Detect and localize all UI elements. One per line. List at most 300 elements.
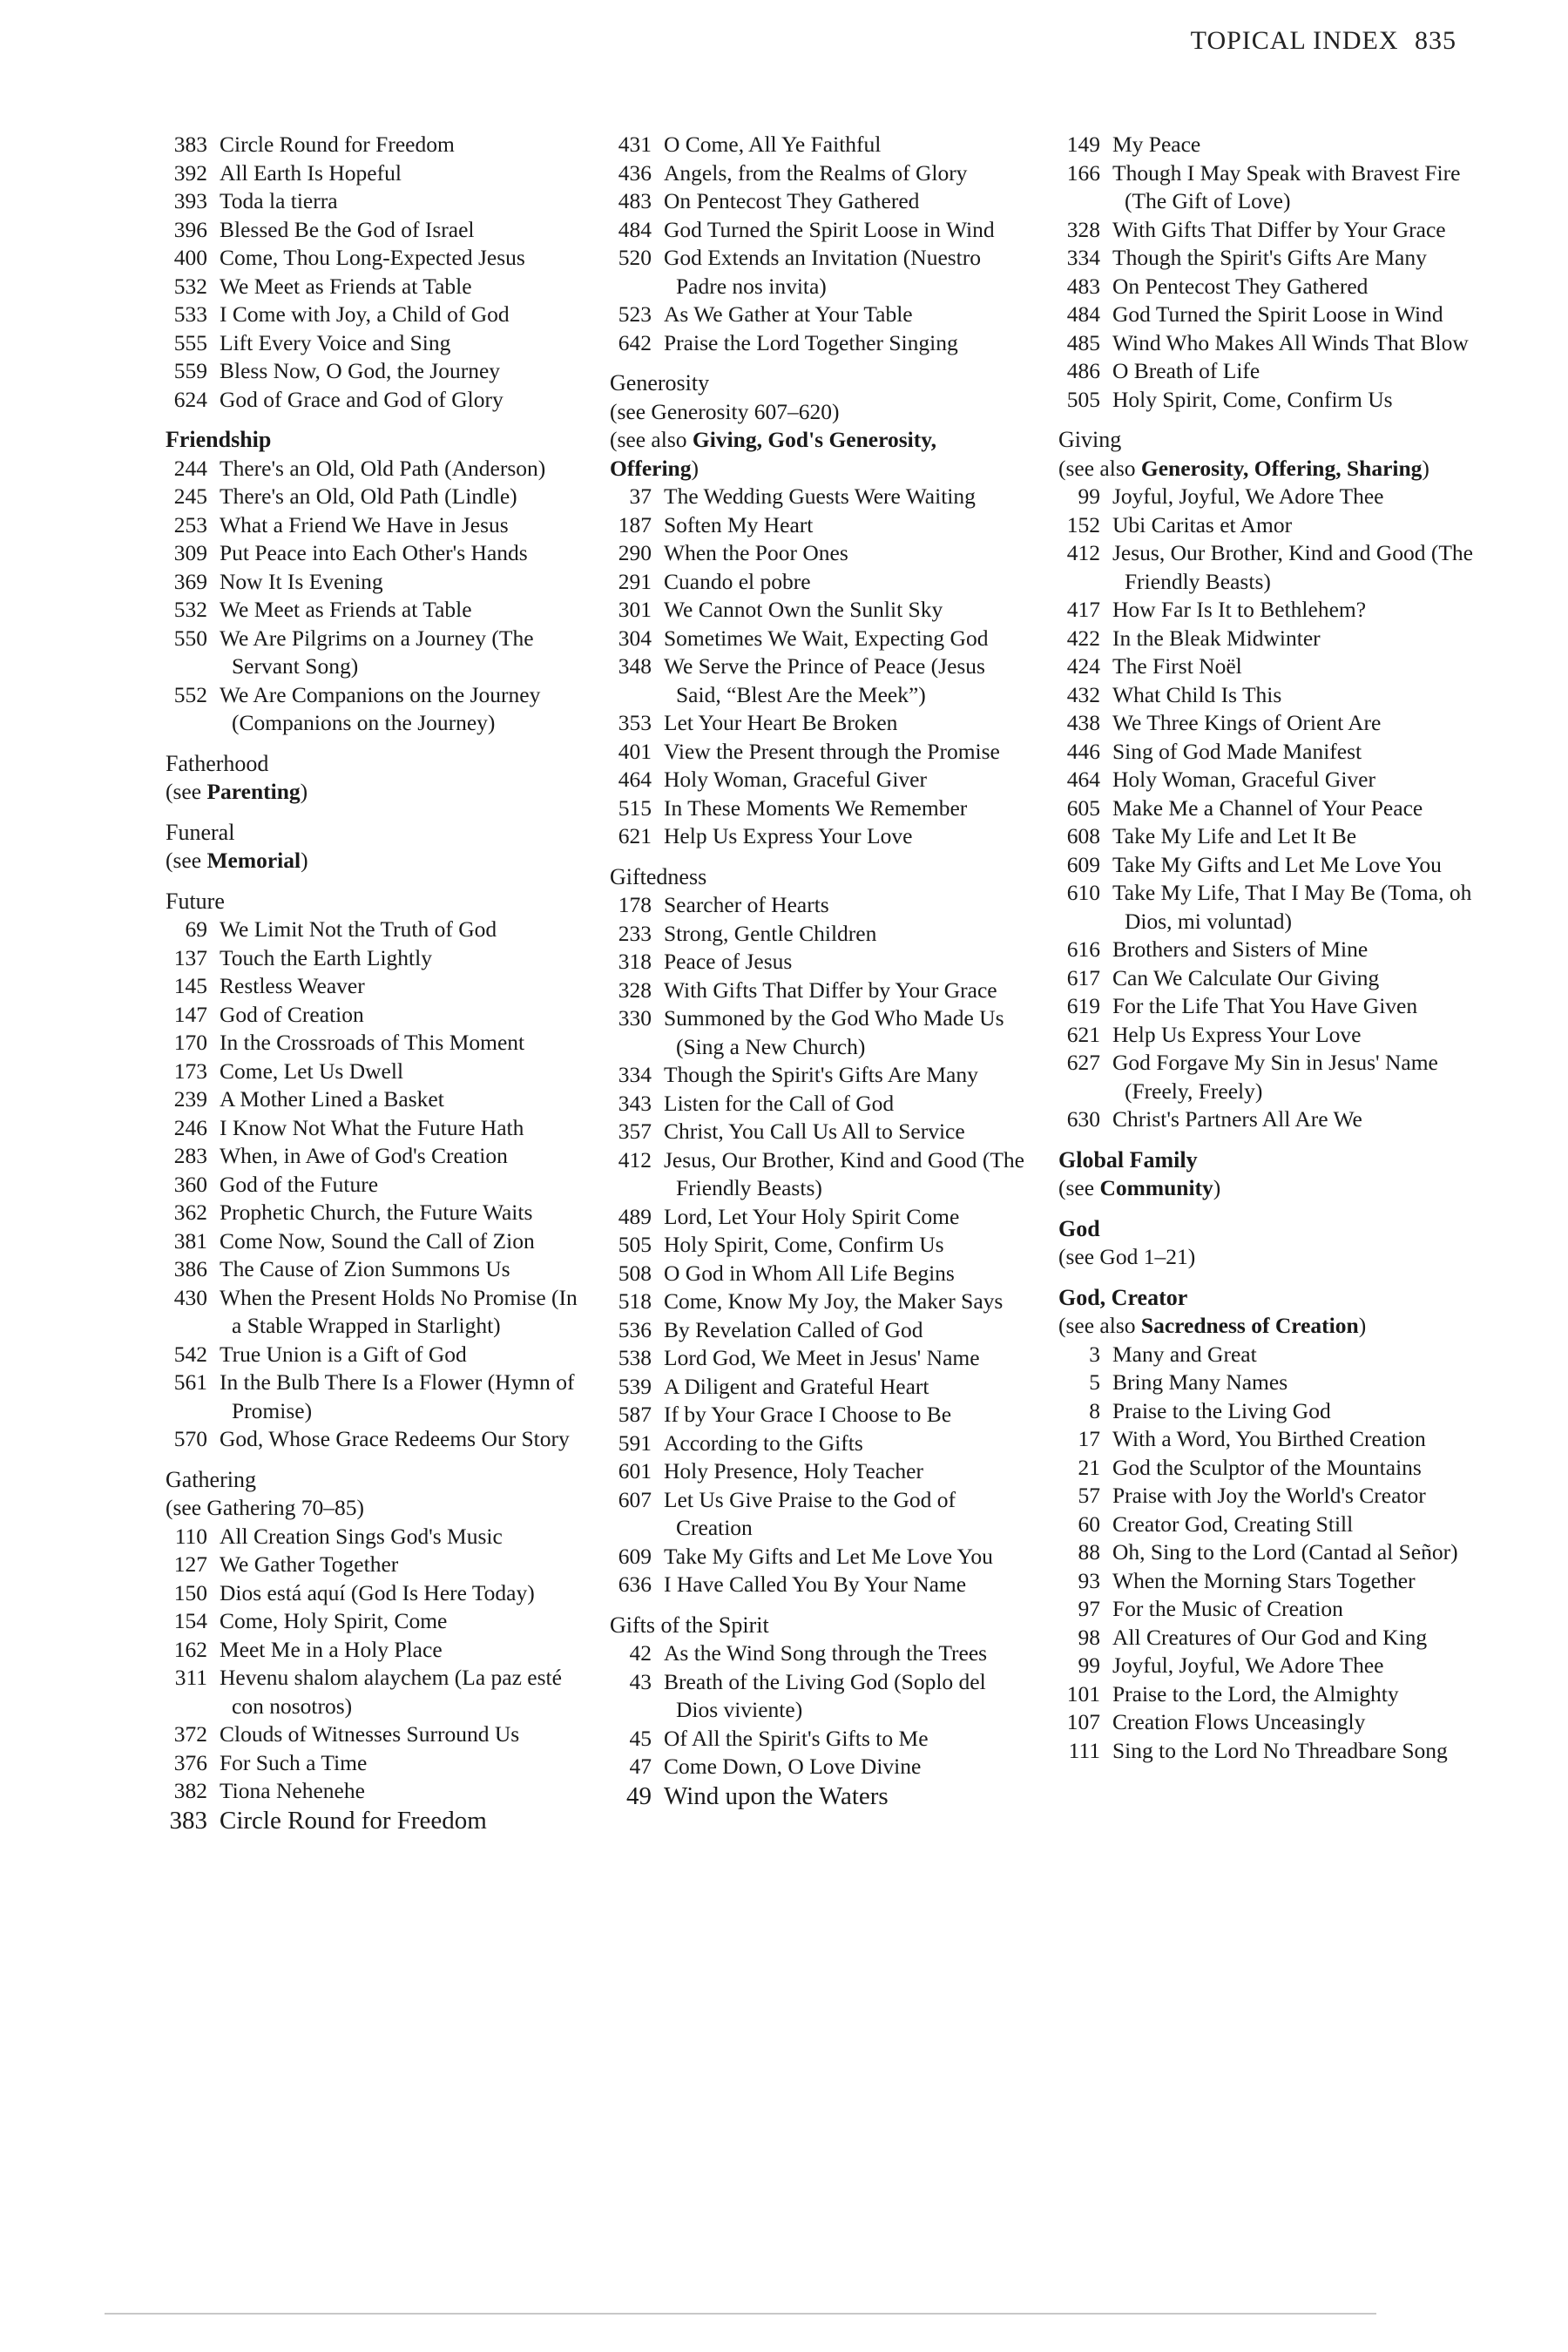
hymn-title: Circle Round for Freedom bbox=[220, 1806, 487, 1835]
index-entry bbox=[610, 652, 1028, 709]
hymn-number: 550 bbox=[173, 625, 207, 651]
topic-heading: Global Family bbox=[1058, 1146, 1198, 1173]
hymn-number: 49 bbox=[626, 1781, 652, 1810]
hymn-number: 642 bbox=[618, 329, 652, 355]
hymn-number: 57 bbox=[1078, 1483, 1100, 1508]
index-entry bbox=[166, 1085, 584, 1114]
hymn-number: 291 bbox=[618, 568, 652, 594]
index-entry bbox=[610, 1401, 1028, 1429]
index-entry bbox=[1058, 159, 1477, 216]
index-entry bbox=[610, 1753, 1028, 1781]
index-entry bbox=[610, 568, 1028, 597]
hymn-number: 616 bbox=[1066, 936, 1100, 962]
hymn-title: Put Peace into Each Other's Hands bbox=[220, 540, 528, 565]
index-entry bbox=[166, 244, 584, 273]
index-entry bbox=[610, 159, 1028, 188]
hymn-title: I Have Called You By Your Name bbox=[664, 1571, 967, 1597]
hymn-title: Lord, Let Your Holy Spirit Come bbox=[664, 1203, 960, 1229]
index-entry bbox=[1058, 1454, 1477, 1483]
index-entry bbox=[1058, 301, 1477, 329]
see-suffix: ) bbox=[1422, 455, 1429, 481]
hymn-title: With Gifts That Differ by Your Grace bbox=[664, 977, 997, 1003]
hymn-number: 246 bbox=[173, 1114, 207, 1140]
index-entry bbox=[166, 483, 584, 511]
index-entry bbox=[1058, 1021, 1477, 1050]
hymn-title: Touch the Earth Lightly bbox=[220, 944, 432, 970]
index-entry bbox=[1058, 1341, 1477, 1369]
hymn-number: 552 bbox=[173, 681, 207, 707]
hymn-title: In the Bulb There Is a Flower (Hymn of Promise) bbox=[220, 1369, 575, 1423]
index-entry bbox=[166, 1806, 584, 1835]
hymn-title: Bless Now, O God, the Journey bbox=[220, 358, 501, 383]
hymn-number: 432 bbox=[1066, 681, 1100, 707]
index-entry bbox=[166, 159, 584, 188]
index-entry bbox=[1058, 709, 1477, 738]
index-entry bbox=[1058, 1369, 1477, 1397]
hymn-title: Lord God, We Meet in Jesus' Name bbox=[664, 1345, 980, 1370]
hymn-title: Blessed Be the God of Israel bbox=[220, 216, 475, 242]
index-entry bbox=[166, 329, 584, 358]
hymn-title: Wind Who Makes All Winds That Blow bbox=[1112, 329, 1469, 355]
hymn-title: We Are Companions on the Journey (Companions on the Journey) bbox=[220, 681, 541, 735]
topic-heading: Gifts of the Spirit bbox=[610, 1612, 769, 1638]
hymn-title: According to the Gifts bbox=[664, 1429, 863, 1456]
index-entry bbox=[610, 187, 1028, 216]
see-suffix: ) bbox=[691, 455, 699, 481]
hymn-title: O Breath of Life bbox=[1112, 358, 1260, 383]
index-entry bbox=[1058, 131, 1477, 159]
hymn-title: A Diligent and Grateful Heart bbox=[664, 1373, 929, 1399]
hymn-title: Strong, Gentle Children bbox=[664, 920, 877, 946]
hymn-title: Summoned by the God Who Made Us (Sing a New Church) bbox=[664, 1005, 1004, 1059]
index-entry bbox=[610, 1288, 1028, 1316]
hymn-number: 484 bbox=[618, 216, 652, 242]
hymn-title: On Pentecost They Gathered bbox=[664, 188, 920, 213]
topic-heading: Future bbox=[166, 888, 225, 914]
hymn-number: 505 bbox=[618, 1232, 652, 1257]
hymn-number: 438 bbox=[1066, 710, 1100, 735]
hymn-title: Lift Every Voice and Sing bbox=[220, 329, 451, 355]
hymn-title: When the Poor Ones bbox=[664, 540, 848, 565]
hymn-title: The Wedding Guests Were Waiting bbox=[664, 483, 976, 509]
hymn-number: 630 bbox=[1066, 1106, 1100, 1132]
hymn-number: 523 bbox=[618, 301, 652, 327]
index-entry bbox=[610, 1457, 1028, 1486]
hymn-number: 334 bbox=[1066, 245, 1100, 270]
index-section bbox=[166, 131, 584, 414]
see-topic: Giving, God's Generosity, Offering bbox=[610, 427, 936, 481]
hymn-number: 187 bbox=[618, 511, 652, 537]
hymn-number: 239 bbox=[173, 1086, 207, 1112]
hymn-title: A Mother Lined a Basket bbox=[220, 1086, 444, 1112]
hymn-title: Cuando el pobre bbox=[664, 568, 811, 594]
see-topic: Community bbox=[1099, 1175, 1213, 1200]
hymn-title: Though the Spirit's Gifts Are Many bbox=[1112, 245, 1427, 270]
hymn-number: 627 bbox=[1066, 1050, 1100, 1075]
index-entry bbox=[166, 1607, 584, 1636]
hymn-number: 609 bbox=[618, 1543, 652, 1569]
see-reference bbox=[166, 1494, 584, 1523]
hymn-number: 542 bbox=[173, 1341, 207, 1367]
index-entry bbox=[1058, 386, 1477, 415]
index-entry bbox=[166, 972, 584, 1001]
index-section bbox=[166, 819, 584, 875]
see-topic: Parenting bbox=[206, 779, 301, 804]
see-prefix: (see God 1–21) bbox=[1058, 1244, 1196, 1269]
index-section bbox=[1058, 131, 1477, 414]
hymn-title: Soften My Heart bbox=[664, 511, 814, 537]
hymn-number: 619 bbox=[1066, 993, 1100, 1018]
hymn-number: 401 bbox=[618, 738, 652, 764]
hymn-number: 536 bbox=[618, 1316, 652, 1342]
index-entry bbox=[610, 709, 1028, 738]
index-entry bbox=[1058, 625, 1477, 653]
hymn-title: We Meet as Friends at Table bbox=[220, 273, 472, 299]
hymn-number: 99 bbox=[1078, 483, 1100, 509]
index-entry bbox=[610, 301, 1028, 329]
hymn-title: We Meet as Friends at Table bbox=[220, 597, 472, 622]
hymn-title: God Extends an Invitation (Nuestro Padre nos invita) bbox=[664, 245, 982, 299]
hymn-title: The Cause of Zion Summons Us bbox=[220, 1256, 510, 1281]
hymn-title: Take My Life and Let It Be bbox=[1112, 823, 1357, 848]
hymn-number: 304 bbox=[618, 625, 652, 651]
hymn-number: 624 bbox=[173, 386, 207, 412]
hymn-title: True Union is a Gift of God bbox=[220, 1341, 467, 1367]
index-entry bbox=[1058, 216, 1477, 245]
index-entry bbox=[166, 1425, 584, 1454]
hymn-number: 101 bbox=[1066, 1680, 1100, 1707]
topic-heading: God bbox=[1058, 1215, 1100, 1241]
hymn-number: 37 bbox=[629, 483, 652, 509]
index-entry bbox=[1058, 1708, 1477, 1737]
hymn-number: 43 bbox=[629, 1668, 652, 1694]
hymn-title: We Gather Together bbox=[220, 1551, 399, 1577]
see-prefix: (see bbox=[1058, 1175, 1100, 1200]
hymn-number: 334 bbox=[618, 1062, 652, 1087]
index-entry bbox=[610, 1373, 1028, 1402]
hymn-title: Come Now, Sound the Call of Zion bbox=[220, 1227, 535, 1254]
page-number: 835 bbox=[1415, 26, 1456, 55]
hymn-number: 60 bbox=[1078, 1511, 1100, 1537]
index-entry bbox=[1058, 851, 1477, 880]
bottom-rule bbox=[105, 2313, 1376, 2315]
hymn-title: There's an Old, Old Path (Lindle) bbox=[220, 483, 517, 509]
hymn-title: Sing of God Made Manifest bbox=[1112, 738, 1362, 764]
index-section bbox=[610, 369, 1028, 851]
index-entry bbox=[610, 483, 1028, 511]
hymn-title: God of Creation bbox=[220, 1001, 364, 1027]
see-suffix: ) bbox=[1213, 1175, 1221, 1200]
hymn-number: 5 bbox=[1089, 1369, 1100, 1395]
hymn-number: 147 bbox=[173, 1001, 207, 1027]
see-topic: Generosity, Offering, Sharing bbox=[1140, 455, 1423, 481]
hymn-number: 424 bbox=[1066, 653, 1100, 679]
index-entry bbox=[1058, 329, 1477, 358]
hymn-number: 636 bbox=[618, 1571, 652, 1597]
hymn-title: Peace of Jesus bbox=[664, 949, 793, 974]
hymn-title: Sometimes We Wait, Expecting God bbox=[664, 625, 989, 651]
hymn-number: 484 bbox=[1066, 301, 1100, 327]
index-entry bbox=[610, 948, 1028, 977]
hymn-number: 400 bbox=[173, 245, 207, 270]
index-entry bbox=[166, 1284, 584, 1341]
hymn-number: 464 bbox=[1066, 767, 1100, 792]
hymn-number: 47 bbox=[629, 1754, 652, 1779]
index-entry bbox=[166, 1551, 584, 1579]
see-reference bbox=[1058, 1312, 1477, 1341]
hymn-title: When, in Awe of God's Creation bbox=[220, 1143, 508, 1168]
index-entry bbox=[610, 766, 1028, 794]
index-entry bbox=[610, 920, 1028, 949]
hymn-title: When the Morning Stars Together bbox=[1112, 1567, 1416, 1593]
index-entry bbox=[1058, 1049, 1477, 1105]
hymn-title: We Three Kings of Orient Are bbox=[1112, 710, 1382, 735]
index-section bbox=[1058, 1284, 1477, 1766]
hymn-number: 381 bbox=[173, 1227, 207, 1254]
index-entry bbox=[1058, 1737, 1477, 1766]
hymn-title: O Come, All Ye Faithful bbox=[664, 132, 882, 157]
index-entry bbox=[610, 539, 1028, 568]
hymn-number: 430 bbox=[173, 1284, 207, 1310]
hymn-number: 170 bbox=[173, 1030, 207, 1055]
index-entry bbox=[1058, 539, 1477, 596]
hymn-title: Jesus, Our Brother, Kind and Good (The Friendly Beasts) bbox=[664, 1146, 1024, 1200]
hymn-number: 69 bbox=[185, 916, 207, 942]
hymn-number: 318 bbox=[618, 949, 652, 974]
hymn-title: Wind upon the Waters bbox=[664, 1781, 889, 1810]
index-entry bbox=[166, 1142, 584, 1171]
hymn-number: 309 bbox=[173, 540, 207, 565]
hymn-number: 110 bbox=[174, 1523, 207, 1549]
hymn-number: 607 bbox=[618, 1486, 652, 1512]
index-entry bbox=[166, 1114, 584, 1143]
hymn-number: 532 bbox=[173, 273, 207, 299]
see-reference bbox=[610, 426, 1028, 483]
index-entry bbox=[610, 794, 1028, 823]
hymn-number: 150 bbox=[173, 1579, 207, 1605]
hymn-title: Joyful, Joyful, We Adore Thee bbox=[1112, 1652, 1384, 1678]
index-entry bbox=[610, 891, 1028, 920]
index-entry bbox=[610, 1260, 1028, 1288]
index-entry bbox=[610, 1061, 1028, 1090]
index-entry bbox=[166, 681, 584, 738]
hymn-title: All Creatures of Our God and King bbox=[1112, 1624, 1428, 1650]
hymn-number: 283 bbox=[173, 1143, 207, 1168]
index-section bbox=[610, 131, 1028, 357]
hymn-title: Breath of the Living God (Soplo del Dios viviente) bbox=[664, 1668, 986, 1722]
hymn-number: 245 bbox=[173, 483, 207, 509]
hymn-number: 360 bbox=[173, 1171, 207, 1197]
hymn-number: 559 bbox=[173, 358, 207, 383]
index-entry bbox=[166, 1227, 584, 1256]
hymn-title: Restless Weaver bbox=[220, 973, 365, 998]
hymn-number: 617 bbox=[1066, 964, 1100, 990]
see-reference bbox=[1058, 1243, 1477, 1272]
topic-heading: Gathering bbox=[166, 1466, 256, 1492]
hymn-number: 555 bbox=[173, 329, 207, 355]
hymn-number: 21 bbox=[1078, 1454, 1100, 1480]
hymn-number: 328 bbox=[618, 977, 652, 1003]
index-entry bbox=[610, 1316, 1028, 1345]
hymn-title: Brothers and Sisters of Mine bbox=[1112, 936, 1369, 962]
hymn-number: 93 bbox=[1078, 1567, 1100, 1593]
index-entry bbox=[1058, 273, 1477, 301]
hymn-number: 591 bbox=[618, 1429, 652, 1456]
hymn-title: Come, Know My Joy, the Maker Says bbox=[664, 1288, 1004, 1314]
index-entry bbox=[610, 1429, 1028, 1458]
see-prefix: (see Generosity 607–620) bbox=[610, 398, 840, 424]
hymn-number: 301 bbox=[618, 597, 652, 622]
hymn-number: 42 bbox=[629, 1640, 652, 1666]
index-entry bbox=[610, 1203, 1028, 1232]
index-section bbox=[1058, 1215, 1477, 1272]
index-entry bbox=[1058, 964, 1477, 993]
hymn-number: 505 bbox=[1066, 386, 1100, 412]
hymn-title: In These Moments We Remember bbox=[664, 794, 968, 821]
hymn-title: Now It Is Evening bbox=[220, 568, 383, 594]
hymn-number: 353 bbox=[618, 710, 652, 735]
hymn-number: 253 bbox=[173, 511, 207, 537]
index-entry bbox=[610, 1344, 1028, 1373]
hymn-title: With a Word, You Birthed Creation bbox=[1112, 1426, 1426, 1451]
see-prefix: (see bbox=[166, 779, 207, 804]
index-entry bbox=[166, 539, 584, 568]
index-entry bbox=[166, 131, 584, 159]
index-entry bbox=[610, 1118, 1028, 1146]
hymn-number: 610 bbox=[1066, 880, 1100, 905]
hymn-number: 538 bbox=[618, 1345, 652, 1370]
hymn-number: 330 bbox=[618, 1005, 652, 1031]
hymn-title: Holy Spirit, Come, Confirm Us bbox=[1112, 386, 1393, 412]
hymn-title: For the Music of Creation bbox=[1112, 1596, 1343, 1621]
index-entry bbox=[1058, 992, 1477, 1021]
hymn-title: In the Bleak Midwinter bbox=[1112, 625, 1321, 651]
index-entry bbox=[1058, 1680, 1477, 1709]
hymn-number: 127 bbox=[173, 1551, 207, 1577]
topic-heading: Giftedness bbox=[610, 863, 707, 889]
index-entry bbox=[1058, 879, 1477, 936]
hymn-title: Let Your Heart Be Broken bbox=[664, 710, 898, 735]
hymn-number: 393 bbox=[173, 188, 207, 213]
hymn-title: In the Crossroads of This Moment bbox=[220, 1030, 525, 1055]
hymn-number: 446 bbox=[1066, 738, 1100, 764]
index-entry bbox=[166, 568, 584, 597]
see-reference bbox=[166, 847, 584, 875]
hymn-title: All Earth Is Hopeful bbox=[220, 159, 402, 186]
hymn-title: How Far Is It to Bethlehem? bbox=[1112, 597, 1367, 622]
hymn-title: On Pentecost They Gathered bbox=[1112, 273, 1369, 299]
topic-heading: God, Creator bbox=[1058, 1284, 1188, 1310]
index-entry bbox=[166, 187, 584, 216]
index-section bbox=[166, 426, 584, 738]
hymn-number: 621 bbox=[618, 823, 652, 848]
hymn-title: I Come with Joy, a Child of God bbox=[220, 301, 510, 327]
index-entry bbox=[166, 1523, 584, 1551]
hymn-number: 383 bbox=[173, 132, 207, 157]
hymn-title: Take My Gifts and Let Me Love You bbox=[664, 1543, 993, 1569]
index-entry bbox=[610, 1668, 1028, 1725]
index-entry bbox=[1058, 357, 1477, 386]
index-section bbox=[1058, 426, 1477, 1134]
hymn-title: Listen for the Call of God bbox=[664, 1090, 895, 1116]
hymn-number: 290 bbox=[618, 540, 652, 565]
index-entry bbox=[1058, 738, 1477, 767]
hymn-title: Let Us Give Praise to the God of Creation bbox=[664, 1486, 956, 1540]
hymn-number: 396 bbox=[173, 216, 207, 242]
hymn-number: 532 bbox=[173, 597, 207, 622]
hymn-number: 621 bbox=[1066, 1021, 1100, 1047]
index-entry bbox=[166, 916, 584, 944]
hymn-number: 244 bbox=[173, 455, 207, 481]
hymn-title: We Serve the Prince of Peace (Jesus Said, “Blest Are the Meek”) bbox=[664, 653, 985, 707]
hymn-title: Help Us Express Your Love bbox=[1112, 1021, 1362, 1047]
index-entry bbox=[166, 1001, 584, 1030]
index-entry bbox=[166, 1199, 584, 1227]
hymn-title: With Gifts That Differ by Your Grace bbox=[1112, 216, 1446, 242]
index-section bbox=[166, 888, 584, 1454]
index-entry bbox=[1058, 1567, 1477, 1596]
index-entry bbox=[610, 1543, 1028, 1571]
see-prefix: (see also bbox=[1058, 455, 1141, 481]
hymn-number: 539 bbox=[618, 1373, 652, 1399]
hymn-number: 436 bbox=[618, 159, 652, 186]
index-entry bbox=[610, 1090, 1028, 1119]
topic-heading: Fatherhood bbox=[166, 750, 269, 776]
index-entry bbox=[166, 1369, 584, 1425]
hymn-title: Ubi Caritas et Amor bbox=[1112, 511, 1293, 537]
see-suffix: ) bbox=[301, 848, 308, 873]
see-suffix: ) bbox=[1358, 1313, 1367, 1338]
see-suffix: ) bbox=[300, 779, 308, 804]
hymn-title: Searcher of Hearts bbox=[664, 892, 829, 917]
index-entry bbox=[610, 1004, 1028, 1061]
index-entry bbox=[610, 329, 1028, 358]
index-entry bbox=[1058, 936, 1477, 964]
hymn-number: 464 bbox=[618, 767, 652, 792]
see-topic: Sacredness of Creation bbox=[1140, 1313, 1359, 1338]
index-entry bbox=[166, 511, 584, 540]
index-entry bbox=[610, 738, 1028, 767]
index-entry bbox=[610, 625, 1028, 653]
index-column-1 bbox=[166, 131, 584, 1848]
index-entry bbox=[610, 1486, 1028, 1543]
index-entry bbox=[166, 1171, 584, 1200]
index-title: TOPICAL INDEX bbox=[1190, 26, 1399, 55]
hymn-title: As We Gather at Your Table bbox=[664, 301, 913, 327]
index-entry bbox=[166, 1777, 584, 1806]
hymn-number: 383 bbox=[169, 1806, 207, 1835]
topic-heading: Generosity bbox=[610, 370, 710, 395]
index-entry bbox=[1058, 511, 1477, 540]
index-entry bbox=[1058, 1482, 1477, 1511]
topic-heading: Giving bbox=[1058, 427, 1122, 452]
hymn-number: 382 bbox=[173, 1778, 207, 1803]
hymn-number: 609 bbox=[1066, 851, 1100, 877]
hymn-title: We Are Pilgrims on a Journey (The Servant Song) bbox=[220, 625, 534, 679]
hymn-number: 570 bbox=[173, 1426, 207, 1451]
hymn-number: 489 bbox=[618, 1203, 652, 1229]
index-entry bbox=[610, 216, 1028, 245]
hymn-title: Meet Me in a Holy Place bbox=[220, 1636, 443, 1662]
hymn-title: Praise the Lord Together Singing bbox=[664, 329, 958, 355]
hymn-number: 431 bbox=[618, 132, 652, 157]
hymn-title: Praise to the Living God bbox=[1112, 1397, 1331, 1423]
see-prefix: (see also bbox=[1058, 1313, 1141, 1338]
index-section bbox=[610, 1612, 1028, 1811]
hymn-number: 152 bbox=[1066, 511, 1100, 537]
index-entry bbox=[166, 301, 584, 329]
hymn-title: God Forgave My Sin in Jesus' Name (Freely, Freely) bbox=[1112, 1050, 1438, 1104]
